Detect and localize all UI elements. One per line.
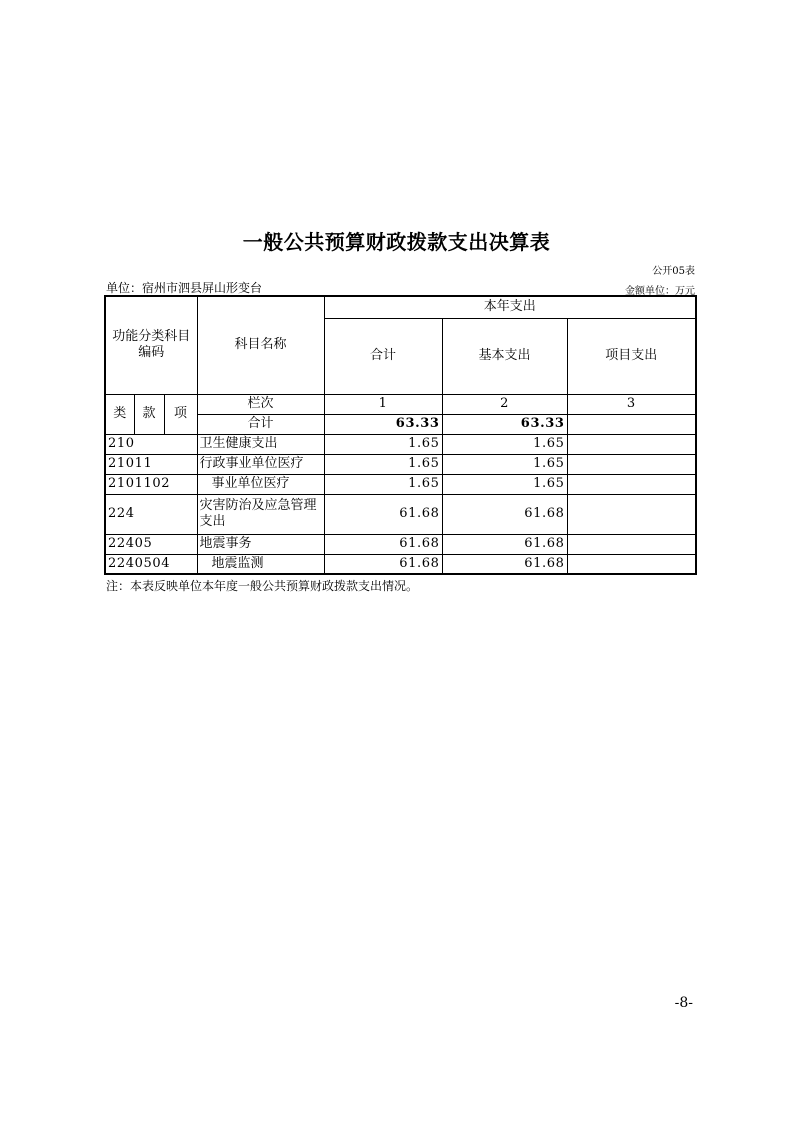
code-header: 功能分类科目编码 [105, 296, 197, 394]
row-basic: 61.68 [442, 534, 567, 554]
total-row-total: 63.33 [324, 414, 442, 434]
row-basic: 61.68 [442, 554, 567, 574]
row-total: 61.68 [324, 534, 442, 554]
row-code: 2101102 [105, 474, 197, 494]
row-code: 21011 [105, 454, 197, 474]
row-project [567, 454, 696, 474]
column-index-2: 2 [442, 394, 567, 414]
xiang-header: 项 [164, 394, 197, 434]
row-project [567, 534, 696, 554]
document-title: 一般公共预算财政拨款支出决算表 [242, 230, 551, 254]
row-code: 2240504 [105, 554, 197, 574]
row-name: 行政事业单位医疗 [197, 454, 324, 474]
table-row [105, 474, 696, 494]
name-header: 科目名称 [197, 296, 324, 394]
column-index-1: 1 [324, 394, 442, 414]
row-name: 地震事务 [197, 534, 324, 554]
current-year-header: 本年支出 [324, 296, 696, 318]
unit-label: 单位：宿州市泗县屏山形变台 [106, 281, 263, 295]
row-project [567, 474, 696, 494]
row-total: 1.65 [324, 474, 442, 494]
row-name: 卫生健康支出 [197, 434, 324, 454]
row-name: 灾害防治及应急管理支出 [197, 494, 324, 534]
page-number: -8- [674, 995, 693, 1011]
table-row [105, 454, 696, 474]
row-basic: 1.65 [442, 434, 567, 454]
row-total: 61.68 [324, 554, 442, 574]
row-basic: 61.68 [442, 494, 567, 534]
table-row [105, 534, 696, 554]
form-number: 公开05表 [652, 266, 695, 277]
row-code: 22405 [105, 534, 197, 554]
column-index-label: 栏次 [197, 394, 324, 414]
row-total: 61.68 [324, 494, 442, 534]
table-note: 注：本表反映单位本年度一般公共预算财政拨款支出情况。 [106, 579, 419, 593]
table-row [105, 494, 696, 534]
row-code: 224 [105, 494, 197, 534]
row-total: 1.65 [324, 434, 442, 454]
total-header: 合计 [324, 318, 442, 394]
expenditure-table [104, 295, 697, 575]
table-row [105, 434, 696, 454]
total-row-basic: 63.33 [442, 414, 567, 434]
row-basic: 1.65 [442, 474, 567, 494]
row-project [567, 434, 696, 454]
row-code: 210 [105, 434, 197, 454]
row-project [567, 554, 696, 574]
lei-header: 类 [105, 394, 134, 434]
total-row-project [567, 414, 696, 434]
kuan-header: 款 [134, 394, 164, 434]
table-row [105, 554, 696, 574]
project-header: 项目支出 [567, 318, 696, 394]
total-row-label: 合计 [197, 414, 324, 434]
row-name: 地震监测 [197, 554, 324, 574]
row-basic: 1.65 [442, 454, 567, 474]
basic-header: 基本支出 [442, 318, 567, 394]
column-index-3: 3 [567, 394, 696, 414]
row-total: 1.65 [324, 454, 442, 474]
row-name: 事业单位医疗 [197, 474, 324, 494]
row-project [567, 494, 696, 534]
amount-unit-label: 金额单位：万元 [625, 286, 695, 297]
